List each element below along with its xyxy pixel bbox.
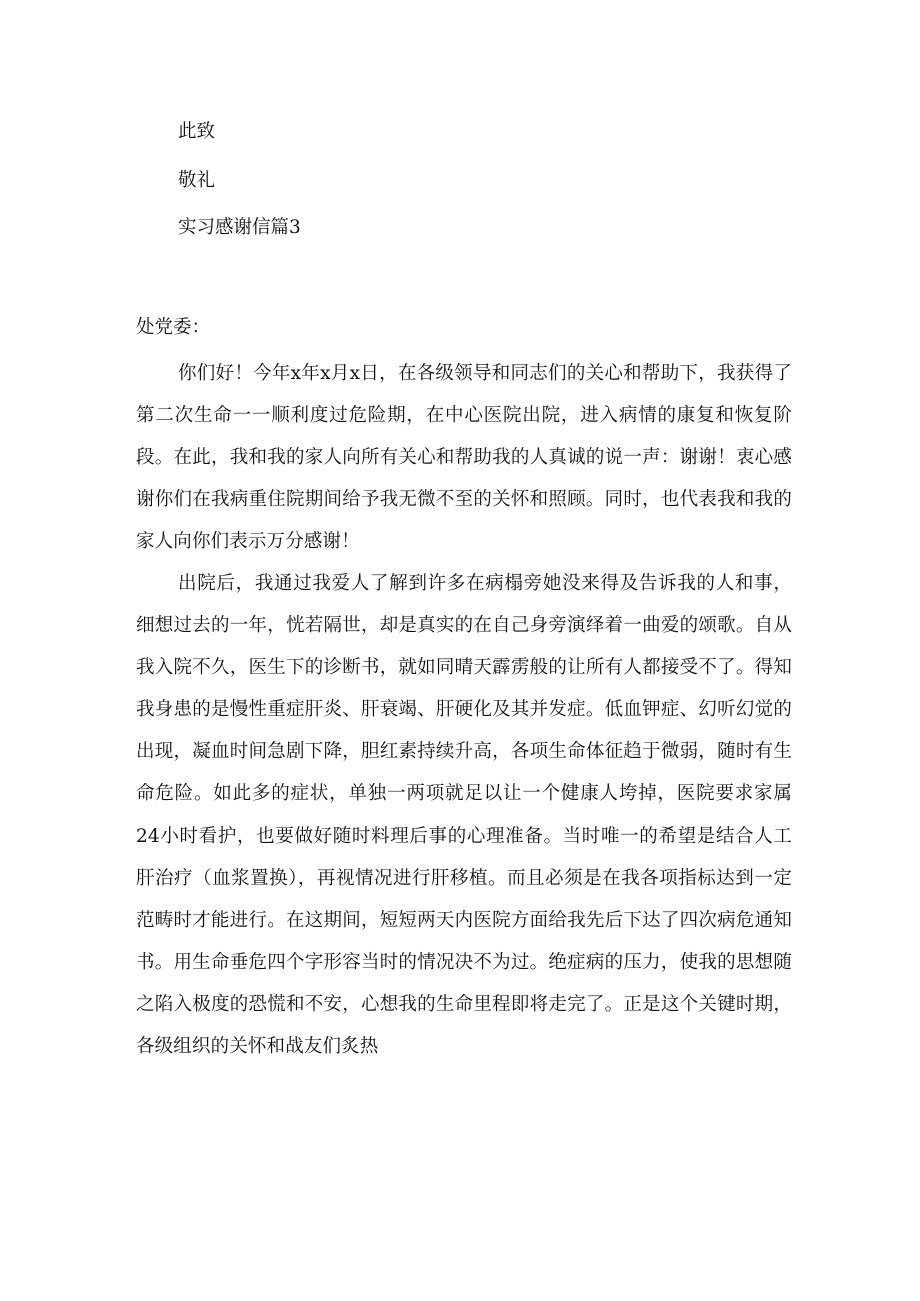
body-paragraph-1: 你们好！今年x年x月x日，在各级领导和同志们的关心和帮助下，我获得了第二次生命一一顺利度过危险期，在中心医院出院，进入病情的康复和恢复阶段。在此，我和我的家人向所有关心和帮助我的人真诚的说一声：谢谢！衷心感谢你们在我病重住院期间给予我无微不至的关怀和照顾。同时，也代表我和我的家人向你们表示万分感谢！: [136, 363, 792, 553]
salutation: 处党委：: [136, 317, 211, 338]
section-title: 实习感谢信篇3: [178, 217, 301, 238]
closing-jingli: 敬礼: [178, 170, 216, 191]
closing-cizhi: 此致: [178, 121, 216, 142]
body-paragraph-2: 出院后，我通过我爱人了解到许多在病榻旁她没来得及告诉我的人和事，细想过去的一年，恍若隔世，却是真实的在自己身旁演绎着一曲爱的颂歌。自从我入院不久，医生下的诊断书，就如同晴天霹雳般的让所有人都接受不了。得知我身患的是慢性重症肝炎、肝衰竭、肝硬化及其并发症。低血钾症、幻听幻觉的出现，凝血时间急剧下降，胆红素持续升高，各项生命体征趋于微弱，随时有生命危险。如此多的症状，单独一两项就足以让一个健康人垮掉，医院要求家属24小时看护，也要做好随时料理后事的心理准备。当时唯一的希望是结合人工肝治疗（血浆置换），再视情况进行肝移植。而且必须是在我各项指标达到一定范畴时才能进行。在这期间，短短两天内医院方面给我先后下达了四次病危通知书。用生命垂危四个字形容当时的情况决不为过。绝症病的压力，使我的思想随之陷入极度的恐慌和不安，心想我的生命里程即将走完了。正是这个关键时期，各级组织的关怀和战友们炙热: [136, 573, 792, 1058]
